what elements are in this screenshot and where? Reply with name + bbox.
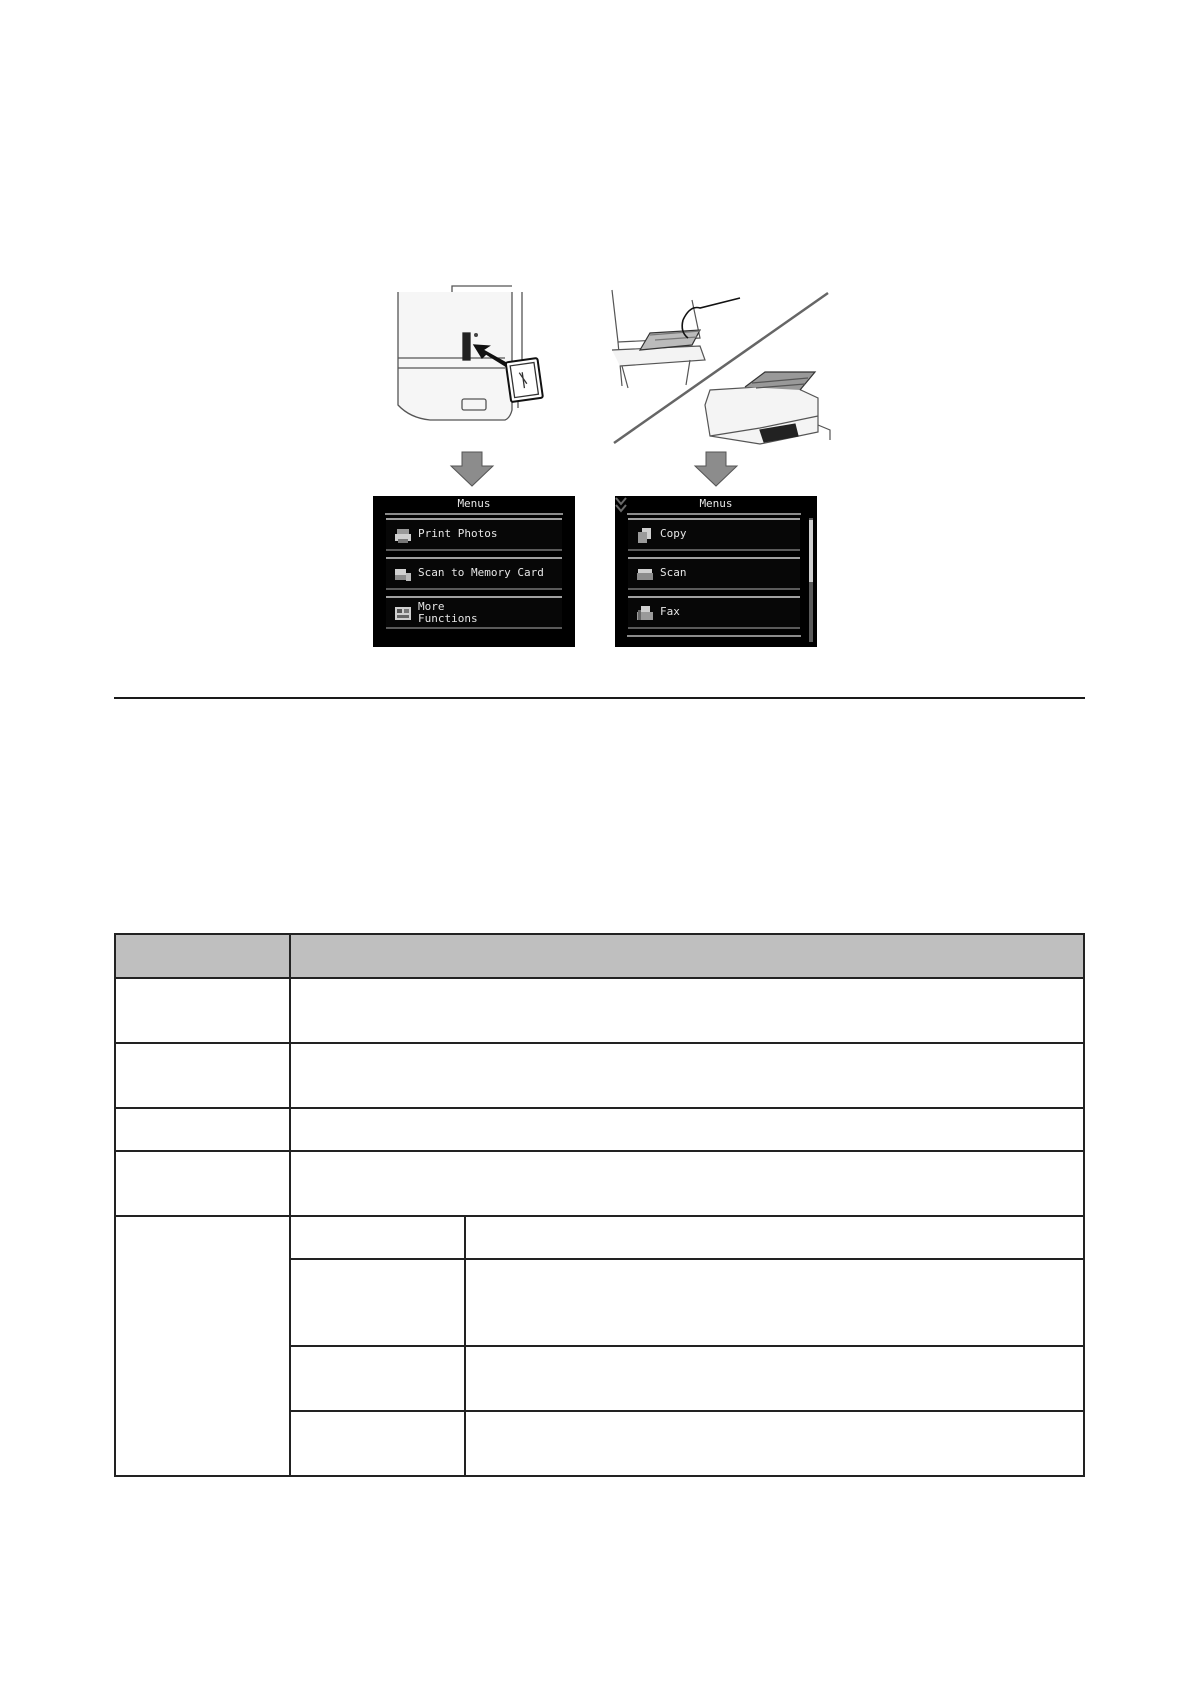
table-row-divider xyxy=(114,1215,1085,1217)
menu-item-scan[interactable] xyxy=(628,557,800,590)
table-row-divider xyxy=(114,1107,1085,1109)
more-functions-icon xyxy=(394,605,412,622)
photo-print-icon xyxy=(394,527,412,544)
down-arrow-left-icon xyxy=(451,452,493,486)
menu-item-scan-to-memory-card[interactable] xyxy=(386,557,562,590)
menu-item-more-functions[interactable] xyxy=(386,596,562,629)
scan-card-icon xyxy=(394,566,412,583)
scrollbar-thumb[interactable] xyxy=(809,520,813,582)
table-border xyxy=(114,933,1085,935)
table-column-divider xyxy=(464,1215,466,1477)
fax-icon xyxy=(636,605,654,622)
lcd-title: Menus xyxy=(699,497,733,510)
menu-item-print-photos[interactable] xyxy=(386,518,562,551)
menu-item-copy[interactable] xyxy=(628,518,800,551)
menu-table xyxy=(114,933,1085,1477)
table-subrow-divider xyxy=(289,1258,1085,1260)
down-arrow-right-icon xyxy=(695,452,737,486)
table-cell xyxy=(289,977,1085,1042)
table-header-row xyxy=(114,933,1085,977)
lcd-divider xyxy=(385,513,563,515)
printer-illustrations xyxy=(0,0,1190,660)
menu-item-label: Scan xyxy=(660,566,687,579)
table-border xyxy=(114,1475,1085,1477)
lcd-menu-panel-left xyxy=(373,496,575,647)
table-subrow-divider xyxy=(289,1345,1085,1347)
table-row-divider xyxy=(114,1042,1085,1044)
illustration-area xyxy=(0,0,1190,660)
menu-item-fax[interactable] xyxy=(628,596,800,629)
document-loading-illustration xyxy=(612,290,830,444)
menu-item-label: Print Photos xyxy=(418,527,498,540)
table-row-divider xyxy=(114,1150,1085,1152)
lcd-title: Menus xyxy=(457,497,491,510)
menu-item-label: More Functions xyxy=(418,600,478,625)
lcd-divider xyxy=(627,513,801,515)
lcd-divider xyxy=(627,635,801,637)
table-subrow-divider xyxy=(289,1410,1085,1412)
section-divider xyxy=(114,697,1085,699)
scan-icon xyxy=(636,566,654,583)
menu-item-label: Scan to Memory Card xyxy=(418,566,544,579)
copy-icon xyxy=(636,527,654,544)
lcd-menu-panel-right xyxy=(615,496,817,647)
menu-item-label: Fax xyxy=(660,605,680,618)
menu-item-label: Copy xyxy=(660,527,687,540)
table-cell xyxy=(114,977,289,1042)
memory-card-insertion-illustration xyxy=(398,286,543,420)
scroll-down-icon[interactable] xyxy=(615,496,627,516)
